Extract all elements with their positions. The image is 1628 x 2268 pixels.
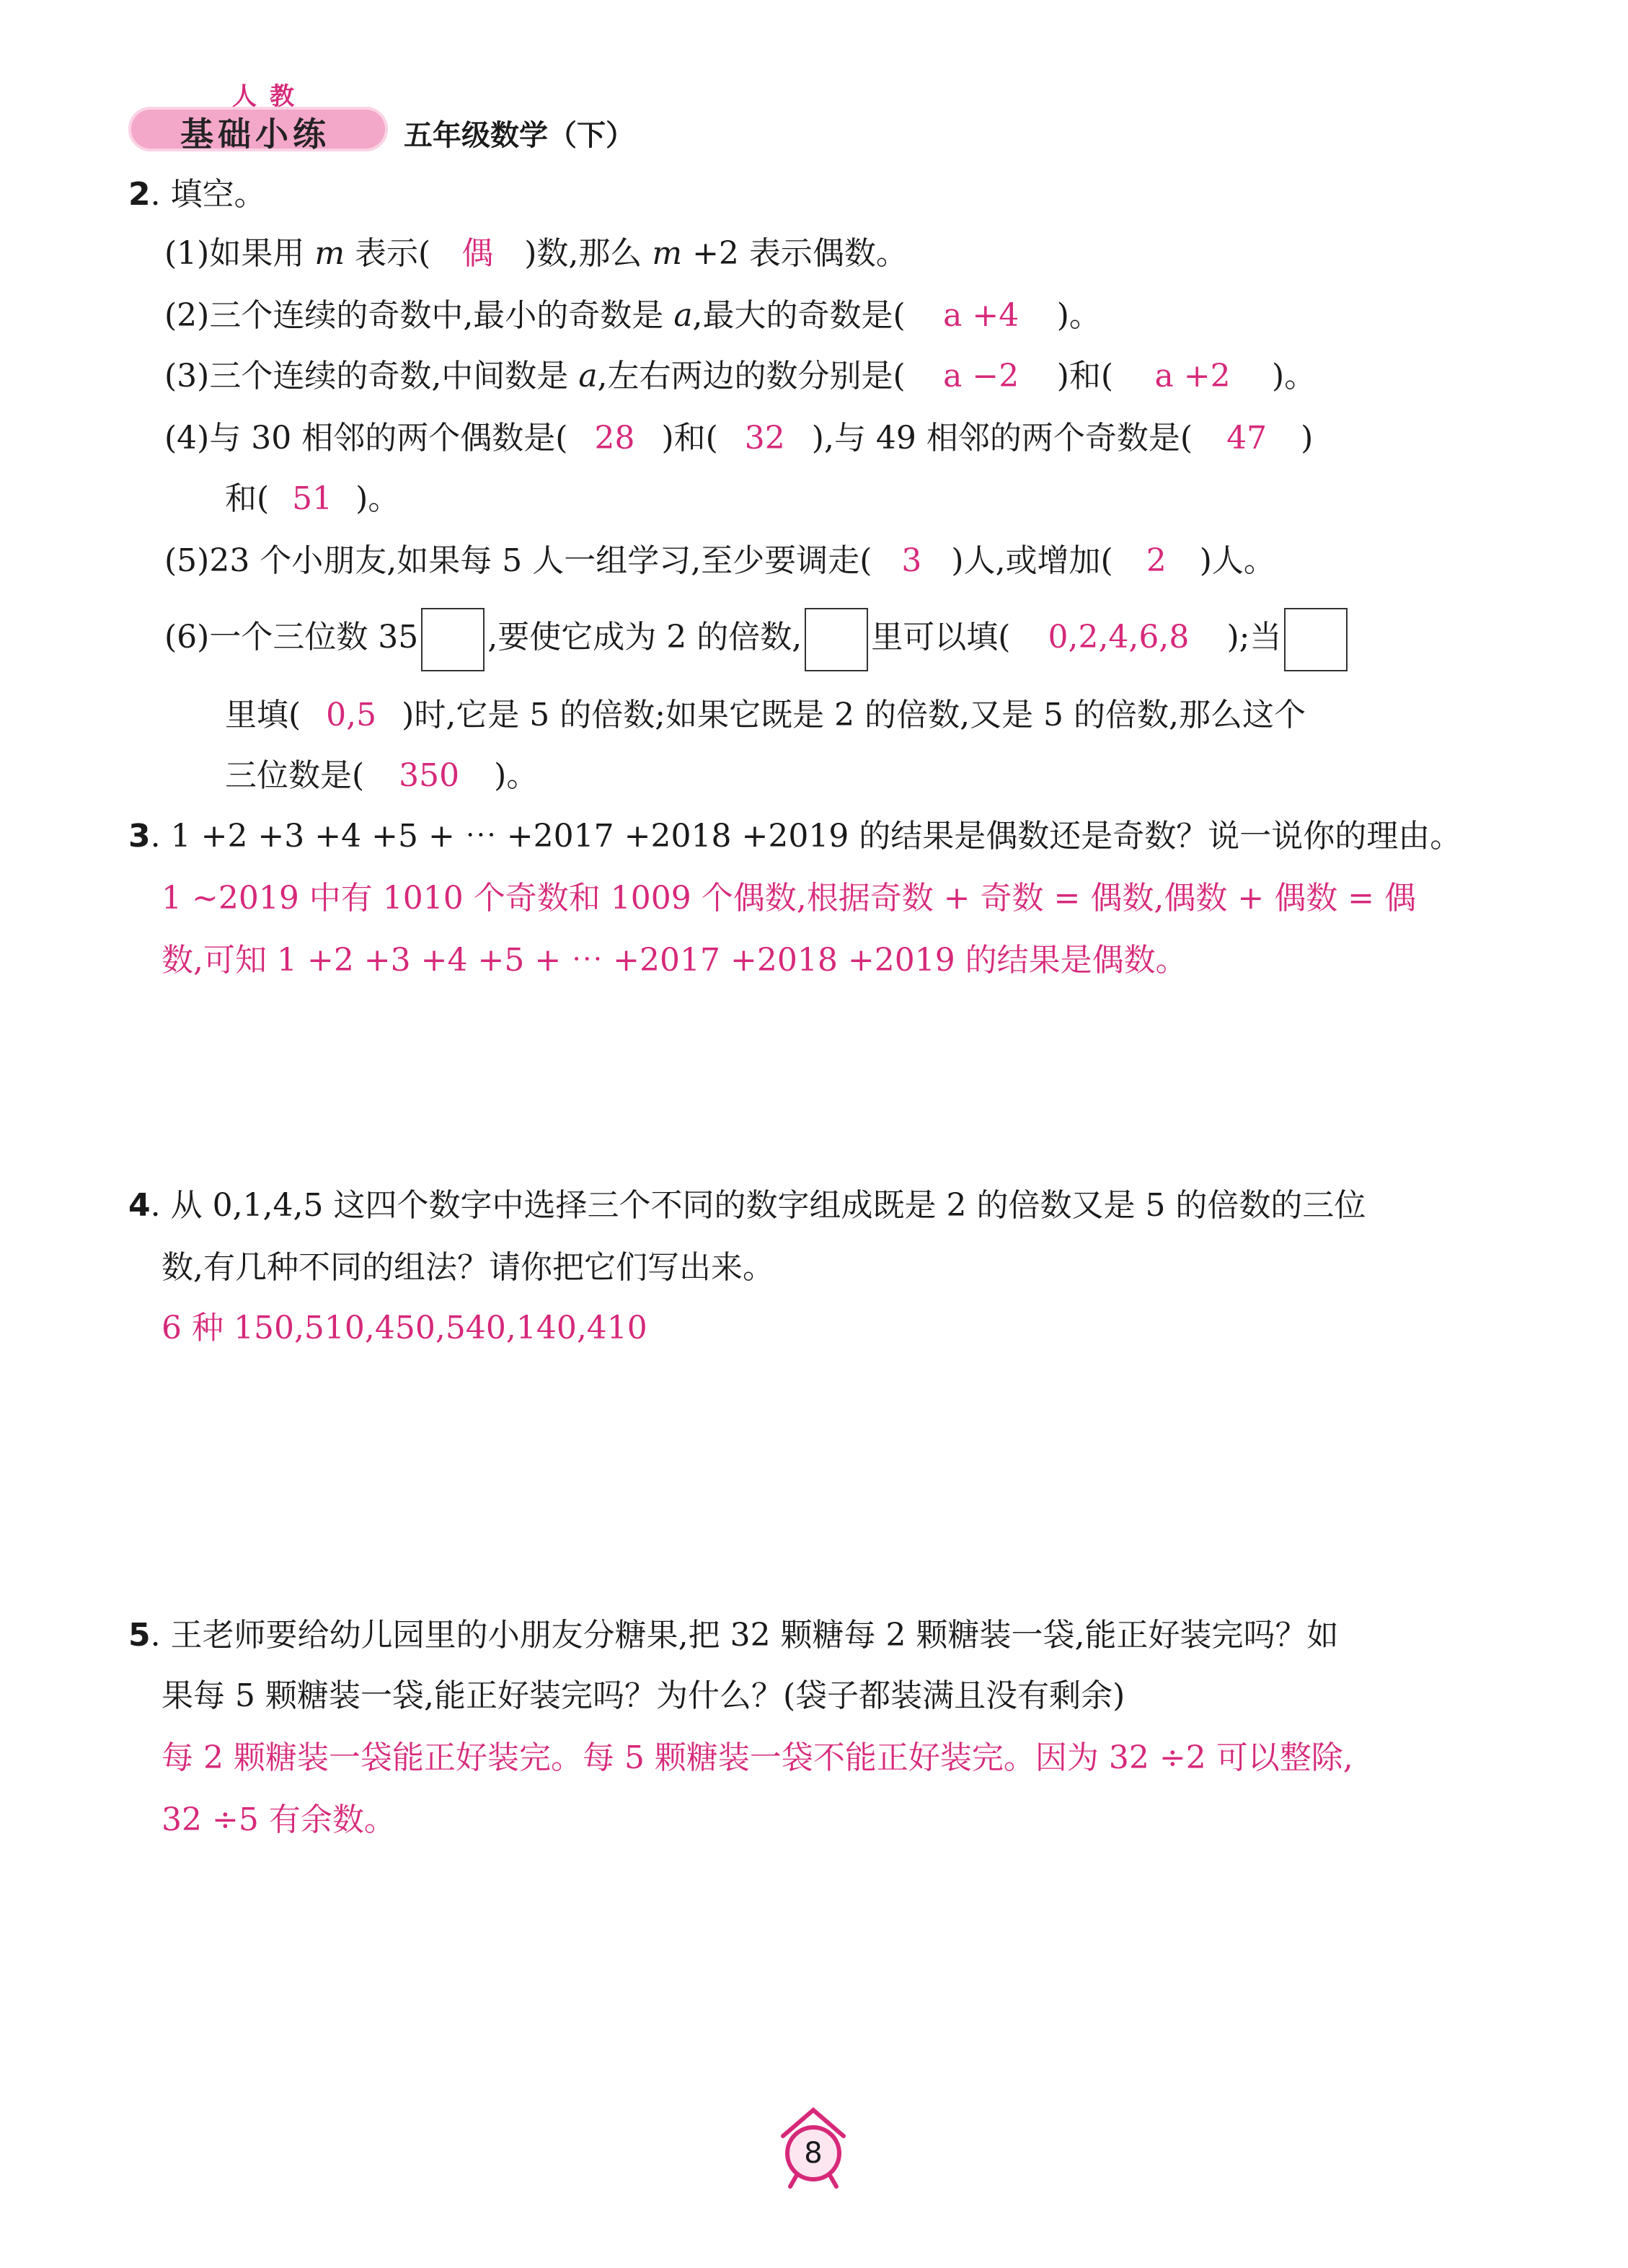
digit-box-2[interactable]: [805, 608, 868, 671]
q2-p6-text-f: )时,它是 5 的倍数;如果它既是 2 的倍数,又是 5 的倍数,那么这个: [402, 697, 1306, 733]
q2-p3-text-a: (3)三个连续的奇数,中间数是: [164, 358, 579, 394]
q2-p4-text-b: )和(: [661, 420, 718, 456]
q5-question-text1: . 王老师要给幼儿园里的小朋友分糖果,把 32 颗糖每 2 颗糖装一袋,能正好装完吗？如: [150, 1617, 1339, 1654]
q2-p4-text-f: )。: [355, 480, 400, 517]
q4-question-text1: . 从 0,1,4,5 这四个数字中选择三个不同的数字组成既是 2 的倍数又是 5 的倍数的三位: [150, 1187, 1366, 1224]
q2-part6-cont2: [225, 754, 538, 798]
q2-p3-answer-left: a −2: [943, 358, 1019, 394]
q2-p6-text-b: ,要使它成为 2 的倍数,: [487, 619, 802, 656]
q2-p4-answer3: 47: [1226, 420, 1268, 456]
q2-part6: [164, 603, 1350, 672]
q3-answer-line2: 数,可知 1 +2 +3 +4 +5 + ⋯ +2017 +2018 +2019 的结果是偶数。: [162, 942, 1187, 979]
q2-p3-answer-right: a +2: [1154, 358, 1231, 394]
q3-number: 3: [128, 818, 151, 855]
q5-number: 5: [128, 1617, 151, 1654]
q2-p4-text-d: ): [1301, 420, 1314, 456]
page-number: 8: [804, 2137, 823, 2170]
q4-number: 4: [128, 1187, 151, 1224]
digit-box-3[interactable]: [1284, 608, 1348, 671]
q2-p1-text-d: +2 表示偶数。: [682, 235, 908, 272]
q2-p3-text-b: ,左右两边的数分别是(: [597, 358, 906, 394]
q2-p4-text-c: ),与 49 相邻的两个奇数是(: [811, 420, 1193, 456]
q2-p2-text-c: )。: [1056, 297, 1101, 334]
q2-title-text: 填空。: [170, 176, 266, 213]
digit-box-1[interactable]: [421, 608, 485, 671]
header-badge-edition: 人教: [232, 82, 307, 111]
q2-part4-cont: [225, 477, 399, 521]
q3-question-text: . 1 +2 +3 +4 +5 + ⋯ +2017 +2018 +2019 的结果是偶数还是奇数？说一说你的理由。: [150, 818, 1462, 855]
q2-p1-answer: 偶: [461, 235, 494, 272]
q2-p5-text-c: )人。: [1199, 542, 1275, 579]
q4-question-line2: 数,有几种不同的组法？请你把它们写出来。: [162, 1249, 774, 1286]
q3-question: [128, 815, 1461, 858]
q2-p5-answer1: 3: [901, 542, 922, 579]
q2-part6-cont: [225, 694, 1306, 737]
q2-part5: [164, 539, 1275, 583]
q2-p1-var2: m: [652, 235, 683, 272]
q2-p6-text-c: 里可以填(: [871, 619, 1011, 656]
q2-p5-text-b: )人,或增加(: [951, 542, 1113, 579]
q2-part1: [164, 232, 908, 275]
q2-p1-text-b: 表示(: [345, 235, 431, 272]
q2-p2-var: a: [673, 297, 693, 334]
q5-answer-line2: 32 ÷5 有余数。: [162, 1801, 396, 1838]
q2-part4: [164, 417, 1313, 460]
q2-p1-var1: m: [314, 235, 345, 272]
q2-p4-text-a: (4)与 30 相邻的两个偶数是(: [164, 420, 568, 456]
q2-title: 2. 填空。: [128, 176, 266, 213]
q5-question-line1: [128, 1614, 1339, 1657]
q2-p6-answer2: 0,5: [326, 697, 377, 733]
q2-p4-answer2: 32: [744, 420, 785, 456]
q2-p6-answer3: 350: [399, 757, 460, 794]
q3-answer-line1: 1 ~2019 中有 1010 个奇数和 1009 个偶数,根据奇数 + 奇数 = 偶数,偶数 + 偶数 = 偶: [162, 880, 1417, 917]
header-title: 五年级数学（下）: [404, 119, 634, 152]
q2-p4-text-e: 和(: [225, 480, 270, 517]
q2-p4-answer1: 28: [594, 420, 635, 456]
q2-p1-text-a: (1)如果用: [164, 235, 315, 272]
q2-p6-text-a: (6)一个三位数 35: [164, 619, 419, 656]
q2-p3-text-d: )。: [1272, 358, 1317, 394]
q2-p1-text-c: )数,那么: [524, 235, 652, 272]
q2-p3-var: a: [578, 358, 598, 394]
q2-p5-text-a: (5)23 个小朋友,如果每 5 人一组学习,至少要调走(: [164, 542, 872, 579]
q2-p6-text-g: 三位数是(: [225, 757, 365, 794]
q5-question-line2: 果每 5 颗糖装一袋,能正好装完吗？为什么？(袋子都装满且没有剩余): [162, 1677, 1125, 1714]
header-badge-label: 基础小练: [180, 115, 330, 154]
q2-p6-text-e: 里填(: [225, 697, 301, 733]
q2-p6-text-h: )。: [494, 757, 539, 794]
q2-part3: [164, 355, 1316, 398]
q2-part2: [164, 294, 1101, 337]
q2-p3-text-c: )和(: [1056, 358, 1114, 394]
q2-p4-answer4: 51: [292, 480, 333, 517]
q2-p2-text-a: (2)三个连续的奇数中,最小的奇数是: [164, 297, 674, 334]
q4-answer: 6 种 150,510,450,540,140,410: [162, 1310, 647, 1346]
q2-p2-text-b: ,最大的奇数是(: [692, 297, 906, 334]
q4-question-line1: [128, 1184, 1366, 1227]
q2-p5-answer2: 2: [1146, 542, 1167, 579]
q2-p6-text-d: );当: [1226, 619, 1282, 656]
q2-p6-answer1: 0,2,4,6,8: [1048, 619, 1190, 656]
q2-number: 2: [128, 176, 151, 213]
q2-p2-answer: a +4: [943, 297, 1019, 334]
q5-answer-line1: 每 2 颗糖装一袋能正好装完。每 5 颗糖装一袋不能正好装完。因为 32 ÷2 可以整除,: [162, 1739, 1353, 1776]
